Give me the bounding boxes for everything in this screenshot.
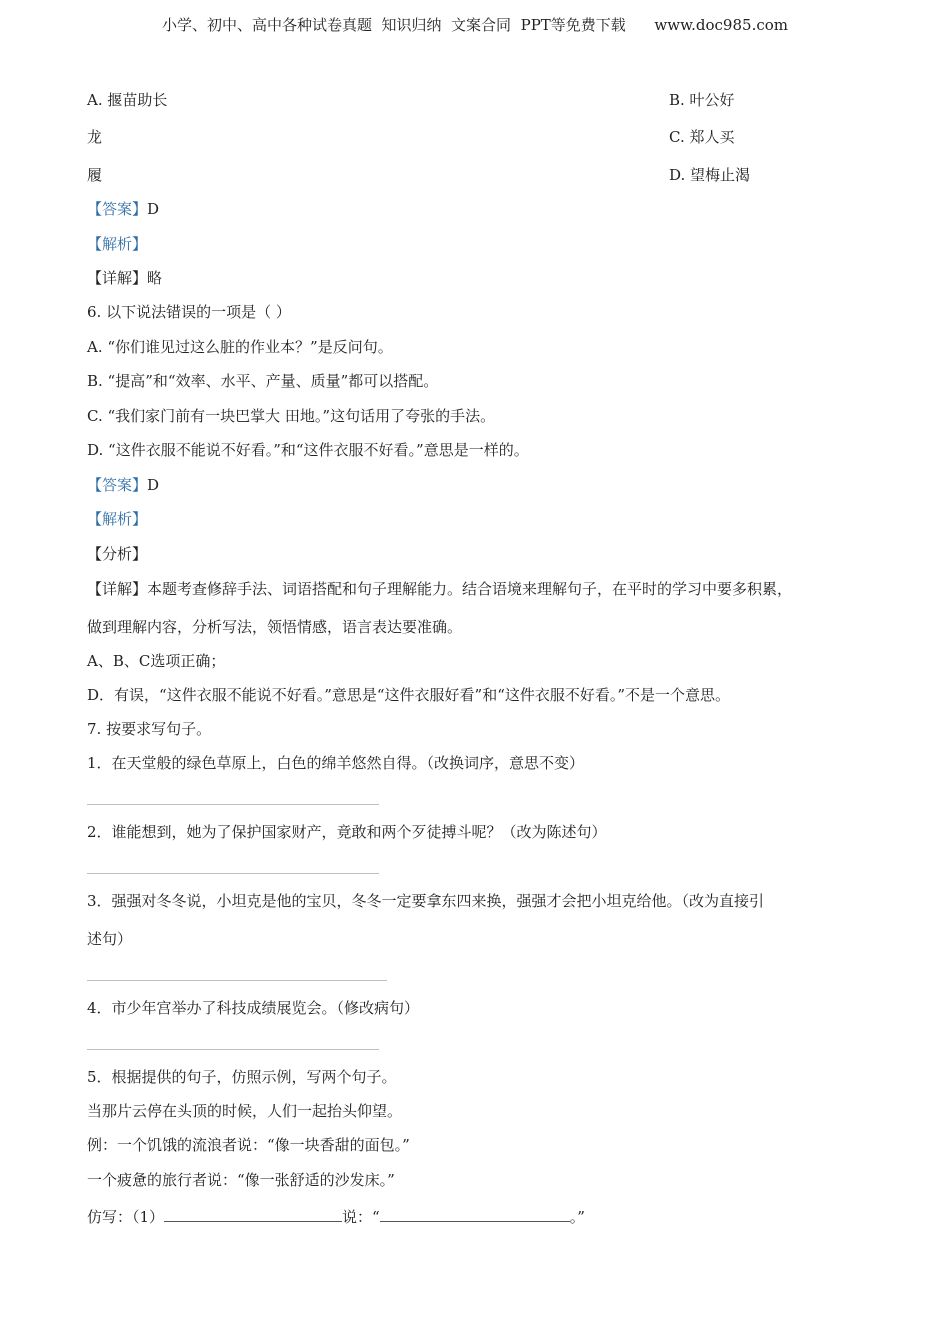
q5-analysis-tag: 【解析】: [87, 235, 148, 253]
answer-value: D: [147, 200, 160, 218]
detail-tag: 【详解】: [87, 269, 148, 287]
q7-example-2: 一个疲惫的旅行者说：“像一张舒适的沙发床。”: [87, 1171, 395, 1189]
q6-option-a: A. “你们谁见过这么脏的作业本？”是反问句。: [87, 338, 393, 356]
answer-tag: 【答案】: [87, 200, 148, 218]
imitate-end: 。”: [569, 1208, 585, 1226]
imitate-say: 说：“: [342, 1208, 380, 1226]
option-a-cont: 龙: [87, 128, 103, 146]
q7-imitate-line: [87, 1205, 585, 1227]
page-header: 小学、初中、高中各种试卷真题 知识归纳 文案合同 PPT等免费下载 www.doc985.com: [161, 16, 788, 34]
answer-blank-4[interactable]: [87, 1049, 379, 1050]
detail-text: 略: [147, 269, 163, 287]
q7-sentence-2: 2．谁能想到，她为了保护国家财产，竟敢和两个歹徒搏斗呢？（改为陈述句）: [87, 823, 607, 841]
option-a: A. 揠苗助长: [87, 91, 168, 109]
q6-question: 6. 以下说法错误的一项是（ ）: [87, 303, 291, 321]
q7-title: 7. 按要求写句子。: [87, 720, 212, 738]
answer-blank-2[interactable]: [87, 873, 379, 874]
imitate-prefix: 仿写：（1）: [87, 1208, 165, 1226]
q7-sentence-5: 5．根据提供的句子，仿照示例，写两个句子。: [87, 1068, 397, 1086]
q6-detail-1: [87, 579, 792, 599]
q7-sentence-1: 1．在天堂般的绿色草原上，白色的绵羊悠然自得。（改换词序，意思不变）: [87, 754, 585, 772]
option-b: B. 叶公好: [669, 91, 735, 109]
option-a-cont2: 履: [87, 166, 103, 184]
answer-value: D: [147, 476, 160, 494]
q6-d-explain: D．有误，“这件衣服不能说不好看。”意思是“这件衣服好看”和“这件衣服不好看。”不是一个意思。: [87, 686, 731, 704]
q7-sentence-3a: 3．强强对冬冬说，小坦克是他的宝贝，冬冬一定要拿东四来换，强强才会把小坦克给他。（改为直接引: [87, 892, 765, 910]
answer-blank-1[interactable]: [87, 804, 379, 805]
answer-blank-3[interactable]: [87, 980, 387, 981]
q6-detail-2: 做到理解内容，分析写法，领悟情感，语言表达要准确。: [87, 618, 463, 636]
q6-option-d: D. “这件衣服不能说不好看。”和“这件衣服不好看。”意思是一样的。: [87, 441, 529, 459]
q6-fenxi-tag: 【分析】: [87, 545, 148, 563]
detail-text: 本题考查修辞手法、词语搭配和句子理解能力。结合语境来理解句子，在平时的学习中要多积累，: [147, 580, 793, 598]
q6-option-c: C. “我们家门前有一块巴掌大 田地。”这句话用了夸张的手法。: [87, 407, 496, 425]
answer-tag: 【答案】: [87, 476, 148, 494]
q6-option-b: B. “提高”和“效率、水平、产量、质量”都可以搭配。: [87, 372, 439, 390]
q7-given-sentence: 当那片云停在头顶的时候，人们一起抬头仰望。: [87, 1102, 403, 1120]
detail-tag: 【详解】: [87, 580, 148, 598]
imitate-blank-subject[interactable]: [164, 1205, 342, 1222]
q6-abc: A、B、C选项正确；: [87, 652, 226, 670]
q7-example-1: 例：一个饥饿的流浪者说：“像一块香甜的面包。”: [87, 1136, 410, 1154]
q6-answer: [87, 475, 159, 495]
option-c: C. 郑人买: [669, 128, 735, 146]
q6-analysis-tag: 【解析】: [87, 510, 148, 528]
imitate-blank-quote[interactable]: [380, 1205, 570, 1222]
option-d: D. 望梅止渴: [669, 166, 751, 184]
q7-sentence-4: 4．市少年宫举办了科技成绩展览会。（修改病句）: [87, 999, 420, 1017]
q5-detail: [87, 268, 162, 288]
q5-answer: [87, 199, 159, 219]
q7-sentence-3b: 述句）: [87, 930, 133, 948]
